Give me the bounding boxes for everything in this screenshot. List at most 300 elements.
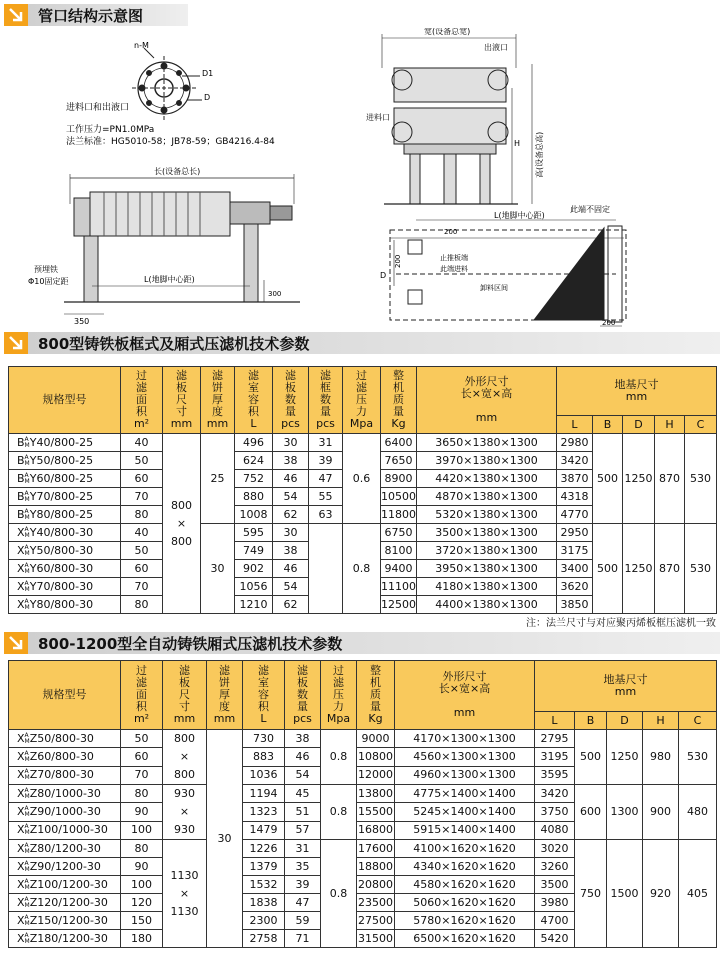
area-cell: 100 [121, 821, 163, 839]
pressure-cell: 0.8 [321, 730, 357, 785]
model-sub: M [24, 901, 30, 909]
plates-cell: 47 [285, 894, 321, 912]
flange-caption: 进料口和出液口 [66, 103, 130, 113]
weight-cell: 6400 [381, 434, 417, 452]
model-cell [9, 840, 121, 858]
dims-cell: 4170×1300×1300 [395, 730, 535, 748]
found-l-cell: 3595 [535, 766, 575, 784]
area-cell: 40 [121, 524, 163, 542]
weight-cell: 11100 [381, 578, 417, 596]
found-l-cell: 3980 [535, 894, 575, 912]
model-sub: M [24, 513, 30, 521]
section-header-structure [4, 4, 188, 26]
model-sup: A [24, 913, 29, 921]
weight-cell: 16800 [357, 821, 395, 839]
plan-l-label: L(地脚中心距) [494, 211, 545, 220]
area-cell: 60 [121, 748, 163, 766]
model-name: Y70/800-25 [29, 489, 94, 503]
table-row [9, 524, 717, 542]
area-cell: 120 [121, 894, 163, 912]
model-prefix: X [17, 731, 25, 745]
plates-cell: 30 [273, 524, 309, 542]
volume-cell: 1479 [243, 821, 285, 839]
front-view [382, 34, 532, 204]
model-sup: A [24, 561, 29, 569]
model-name: Y40/800-25 [29, 435, 94, 449]
weight-cell: 10500 [381, 488, 417, 506]
area-cell: 80 [121, 596, 163, 614]
model-sup: A [24, 453, 29, 461]
model-prefix: X [17, 561, 25, 575]
volume-cell: 1008 [235, 506, 273, 524]
unload-label: 卸料区间 [480, 284, 508, 292]
found-d-cell: 1500 [607, 840, 643, 948]
model-prefix: X [17, 877, 25, 891]
weight-cell: 15500 [357, 803, 395, 821]
model-prefix: B [17, 507, 25, 521]
found-h-cell: 920 [643, 840, 679, 948]
model-name: Z50/800-30 [29, 731, 94, 745]
found-l-cell: 3020 [535, 840, 575, 858]
model-cell [9, 452, 121, 470]
plates-cell: 39 [285, 876, 321, 894]
dims-cell: 6500×1620×1620 [395, 930, 535, 948]
found-l-cell: 2980 [557, 434, 593, 452]
model-name: Z180/1200-30 [29, 931, 108, 945]
model-sup: A [24, 597, 29, 605]
model-prefix: X [17, 804, 25, 818]
dim-300: 300 [268, 290, 282, 298]
area-cell: 80 [121, 785, 163, 803]
dims-cell: 4340×1620×1620 [395, 858, 535, 876]
area-cell: 100 [121, 876, 163, 894]
model-cell [9, 876, 121, 894]
weight-cell: 7650 [381, 452, 417, 470]
plates-cell: 54 [273, 488, 309, 506]
model-sub: M [24, 774, 30, 782]
model-sup: A [24, 731, 29, 739]
plate-size-cell-part: 930 [174, 787, 195, 800]
area-cell: 70 [121, 766, 163, 784]
model-name: Z60/800-30 [29, 749, 94, 763]
volume-cell: 1838 [243, 894, 285, 912]
plate-size-cell-part: × [179, 886, 190, 900]
model-sub: M [24, 847, 30, 855]
volume-cell: 1379 [243, 858, 285, 876]
plate-size-cell-part: × [179, 750, 190, 763]
height-label: 高(设备总高) [535, 131, 544, 178]
model-prefix: X [17, 768, 25, 782]
table-row [9, 785, 717, 803]
frames-cell: 31 [309, 434, 343, 452]
dims-cell: 4180×1380×1300 [417, 578, 557, 596]
volume-cell: 880 [235, 488, 273, 506]
plates-cell: 38 [273, 452, 309, 470]
dims-cell: 3500×1380×1300 [417, 524, 557, 542]
weight-cell: 20800 [357, 876, 395, 894]
flange-d-label: D [204, 93, 211, 102]
model-cell [9, 488, 121, 506]
found-c-cell: 405 [679, 840, 717, 948]
model-sub: M [24, 792, 30, 800]
plates-cell: 54 [285, 766, 321, 784]
frames-cell [309, 524, 343, 614]
model-name: Z120/1200-30 [29, 895, 108, 909]
model-prefix: X [17, 841, 25, 855]
model-name: Y40/800-30 [29, 525, 94, 539]
fixed-end-label: 此端不固定 [570, 205, 610, 214]
plan-d-label: D [380, 271, 387, 280]
volume-cell: 1226 [243, 840, 285, 858]
model-name: Y50/800-25 [29, 453, 94, 467]
area-cell: 180 [121, 930, 163, 948]
header-model: 规格型号 [9, 367, 121, 434]
frames-cell: 39 [309, 452, 343, 470]
found-c-cell: 480 [679, 785, 717, 840]
section-title: 800型铸铁板框式及厢式压滤机技术参数 [28, 332, 720, 354]
pressure-cell: 0.8 [343, 524, 381, 614]
found-l-cell: 3870 [557, 470, 593, 488]
model-cell [9, 766, 121, 784]
area-cell: 150 [121, 912, 163, 930]
model-name: Y50/800-30 [29, 543, 94, 557]
model-sup: A [24, 931, 29, 939]
found-d-cell: 1250 [607, 730, 643, 785]
area-cell: 50 [121, 452, 163, 470]
model-prefix: X [17, 931, 25, 945]
area-cell: 40 [121, 434, 163, 452]
plates-cell: 62 [273, 506, 309, 524]
weight-cell: 9000 [357, 730, 395, 748]
volume-cell: 902 [235, 560, 273, 578]
found-b-cell: 600 [575, 785, 607, 840]
model-sup: A [24, 471, 29, 479]
model-sub: M [24, 883, 30, 891]
model-cell [9, 930, 121, 948]
cake-cell: 30 [201, 524, 235, 614]
weight-cell: 31500 [357, 930, 395, 948]
dims-cell: 4960×1300×1300 [395, 766, 535, 784]
found-d-cell: 1250 [623, 524, 655, 614]
dims-cell: 5060×1620×1620 [395, 894, 535, 912]
model-cell [9, 894, 121, 912]
dims-cell: 4560×1300×1300 [395, 748, 535, 766]
model-sub: M [24, 585, 30, 593]
area-cell: 80 [121, 506, 163, 524]
dims-cell: 4100×1620×1620 [395, 840, 535, 858]
pressure-cell: 0.8 [321, 785, 357, 840]
volume-cell: 1056 [235, 578, 273, 596]
model-sub: M [24, 495, 30, 503]
model-sub: M [24, 549, 30, 557]
arrow-icon [4, 632, 28, 654]
model-sub: M [24, 603, 30, 611]
plates-cell: 59 [285, 912, 321, 930]
frames-cell: 55 [309, 488, 343, 506]
flange-d1-label: D1 [202, 69, 214, 78]
model-sup: A [24, 786, 29, 794]
model-sup: A [24, 489, 29, 497]
model-sup: A [24, 435, 29, 443]
standard-text: 法兰标准：HG5010-58；JB78-59；GB4216.4-84 [66, 137, 275, 147]
area-cell: 90 [121, 858, 163, 876]
model-cell [9, 858, 121, 876]
model-cell [9, 434, 121, 452]
plate-size-cell [163, 840, 207, 948]
found-l-cell: 4080 [535, 821, 575, 839]
frames-cell: 47 [309, 470, 343, 488]
volume-cell: 496 [235, 434, 273, 452]
plates-cell: 51 [285, 803, 321, 821]
model-cell [9, 785, 121, 803]
weight-cell: 11800 [381, 506, 417, 524]
plates-cell: 35 [285, 858, 321, 876]
plates-cell: 45 [285, 785, 321, 803]
model-prefix: B [17, 453, 25, 467]
plates-cell: 46 [273, 470, 309, 488]
plate-size-cell [163, 730, 207, 785]
model-prefix: X [17, 749, 25, 763]
model-sub: M [24, 531, 30, 539]
area-cell: 70 [121, 578, 163, 596]
volume-cell: 1036 [243, 766, 285, 784]
arrow-icon [4, 332, 28, 354]
flange-diagram [132, 48, 202, 120]
plate-size-cell [163, 785, 207, 840]
found-h-cell: 870 [655, 434, 685, 524]
found-h-cell: 870 [655, 524, 685, 614]
weight-cell: 12000 [357, 766, 395, 784]
spec-table-1200: 规格型号 过滤面积 m² 滤板尺寸 mm 滤饼厚度 mm 滤室容积 L 滤板数量 pcs 过滤压力 Mpa 整机质量 Kg 外形尺寸 长×宽×高 mm 地基尺寸 mm L B D H C X A M Z50/800-30 50 800 × 800 30 730 38 0.8 9000 4170×1300×1300 2795 500 1250 980 530 X A M Z60/800-30 60 883 46 10800 4560×1300×1300 3195 X A M Z70/800-30 70 1036 54 12000 4960×1300×1300 3595 X A M Z80/1000-30 80 930 × 930 1194 45 0.8 13800 4775×1400×1400 3420 600 1300 900 480 X A M Z90/1000-30 90 1323 51 15500 5245×1400×1400 3750 X A M Z100/1000-30 100 1479 57 16800 5915×1400×1400 4080 X A M Z80/1200-30 80 1130 × 1130 1226 31 0.8 17600 4100×1620×1620 3020 750 1500 920 405 X A M Z90/1200-30 90 1379 35 18800 4340×1620×1620 3260 X A M Z100/1200-30 100 1532 39 20800 4580×1620×1620 3500 X A M Z120/1200-30 120 1838 47 23500 5060×1620×1620 3980 X A M Z150/1200-30 150 2300 59 27500 5780×1620×1620 4700 X A M Z180/1200-30 180 2758 71 31500 6500×1620×1620 5420 [8, 660, 717, 948]
dims-cell: 3720×1380×1300 [417, 542, 557, 560]
model-name: Z150/1200-30 [29, 913, 108, 927]
model-prefix: B [17, 435, 25, 449]
found-l-cell: 3500 [535, 876, 575, 894]
model-cell [9, 470, 121, 488]
plate-size-cell-part: 1130 [170, 904, 199, 918]
push-end-label: 止推板端 [440, 254, 468, 262]
found-c-cell: 530 [679, 730, 717, 785]
model-cell [9, 596, 121, 614]
volume-cell: 1194 [243, 785, 285, 803]
found-l-cell: 4318 [557, 488, 593, 506]
found-l-cell: 3195 [535, 748, 575, 766]
dims-cell: 4400×1380×1300 [417, 596, 557, 614]
model-cell [9, 748, 121, 766]
found-b-cell: 750 [575, 840, 607, 948]
model-sub: M [24, 459, 30, 467]
plan-view [390, 220, 626, 326]
weight-cell: 17600 [357, 840, 395, 858]
found-l-cell: 5420 [535, 930, 575, 948]
table-row [9, 434, 717, 452]
model-name: Z90/1000-30 [29, 804, 101, 818]
model-sub: M [24, 810, 30, 818]
spec-table-800: 规格型号 过滤面积 m² 滤板尺寸 mm 滤饼厚度 mm 滤室容积 L 滤板数量 pcs 滤框数量 pcs 过滤压力 Mpa 整机质量 Kg 外形尺寸 长×宽×高 mm 地基尺寸 mm L B D H C B A M Y40/800-25 40 800 × 800 25 496 30 31 0.6 6400 3650×1380×1300 2980 500 1250 870 530 B A M Y50/800-25 50 624 38 39 7650 3970×1380×1300 3420 B A M Y60/800-25 60 752 46 47 8900 4420×1380×1300 3870 B A M Y70/800-25 70 880 54 55 10500 4870×1380×1300 4318 B A M Y80/800-25 80 1008 62 63 11800 5320×1380×1300 4770 X A M Y40/800-30 40 30 595 30 0.8 6750 3500×1380×1300 2950 500 1250 870 530 X A M Y50/800-30 50 749 38 8100 3720×1380×1300 3175 X A M Y60/800-30 60 902 46 9400 3950×1380×1300 3400 X A M Y70/800-30 70 1056 54 11100 4180×1380×1300 3620 X A M Y80/800-30 80 1210 62 12500 4400×1380×1300 3850 [8, 366, 717, 614]
model-sub: M [24, 477, 30, 485]
volume-cell: 749 [235, 542, 273, 560]
dims-cell: 5780×1620×1620 [395, 912, 535, 930]
area-cell: 90 [121, 803, 163, 821]
section-title: 管口结构示意图 [28, 4, 188, 26]
pressure-cell: 0.6 [343, 434, 381, 524]
dim-200a: 200 [444, 228, 458, 236]
dim-200b: 200 [394, 254, 402, 268]
found-d-cell: 1250 [623, 434, 655, 524]
cake-cell: 30 [207, 730, 243, 948]
volume-cell: 730 [243, 730, 285, 748]
model-cell [9, 803, 121, 821]
table-row [9, 730, 717, 748]
model-prefix: X [17, 786, 25, 800]
model-sup: A [24, 507, 29, 515]
area-cell: 60 [121, 560, 163, 578]
front-width-label: 宽(设备总宽) [424, 28, 471, 36]
model-prefix: X [17, 859, 25, 873]
table-note: 注：法兰尺寸与对应聚丙烯板框压滤机一致 [526, 618, 716, 629]
model-name: Y80/800-30 [29, 597, 94, 611]
area-cell: 60 [121, 470, 163, 488]
plate-size-cell-part: 800 [174, 768, 195, 781]
model-sup: A [24, 823, 29, 831]
plate-size-cell-part: 800 [171, 534, 192, 548]
volume-cell: 2300 [243, 912, 285, 930]
model-name: Y60/800-30 [29, 561, 94, 575]
arrow-icon [4, 4, 28, 26]
found-l-cell: 2795 [535, 730, 575, 748]
outlet-label: 出液口 [484, 43, 508, 52]
found-l-cell: 3750 [535, 803, 575, 821]
model-sup: A [24, 749, 29, 757]
volume-cell: 1210 [235, 596, 273, 614]
side-view [64, 174, 300, 314]
found-l-cell: 3620 [557, 578, 593, 596]
model-prefix: X [17, 913, 25, 927]
found-h-cell: 900 [643, 785, 679, 840]
plate-size-cell-part: 800 [174, 732, 195, 745]
dims-cell: 4775×1400×1400 [395, 785, 535, 803]
model-cell [9, 578, 121, 596]
model-name: Z70/800-30 [29, 768, 94, 782]
pre-embed-label: 预埋铁 [34, 265, 58, 274]
model-sub: M [24, 919, 30, 927]
structure-diagram [4, 28, 720, 328]
model-name: Z100/1000-30 [29, 823, 108, 837]
inlet-label: 进料口 [366, 113, 390, 122]
found-l-cell: 3420 [557, 452, 593, 470]
found-b-cell: 500 [593, 524, 623, 614]
plates-cell: 71 [285, 930, 321, 948]
weight-cell: 23500 [357, 894, 395, 912]
model-sup: A [24, 841, 29, 849]
dims-cell: 4420×1380×1300 [417, 470, 557, 488]
model-sub: M [24, 755, 30, 763]
model-cell [9, 560, 121, 578]
volume-cell: 595 [235, 524, 273, 542]
weight-cell: 13800 [357, 785, 395, 803]
model-name: Z80/1200-30 [29, 841, 101, 855]
found-l-cell: 4770 [557, 506, 593, 524]
plate-size-cell-part: × [179, 805, 190, 818]
model-cell [9, 524, 121, 542]
model-prefix: X [17, 895, 25, 909]
volume-cell: 1532 [243, 876, 285, 894]
model-sup: A [24, 579, 29, 587]
model-sub: M [24, 937, 30, 945]
plate-size-cell-part: 800 [171, 498, 192, 512]
side-length-label: 长(设备总长) [154, 167, 201, 176]
table-row [9, 840, 717, 858]
model-sub: M [24, 567, 30, 575]
model-sup: A [24, 859, 29, 867]
found-l-cell: 3260 [535, 858, 575, 876]
volume-cell: 883 [243, 748, 285, 766]
plates-cell: 54 [273, 578, 309, 596]
model-sup: A [24, 804, 29, 812]
model-sup: A [24, 543, 29, 551]
weight-cell: 12500 [381, 596, 417, 614]
model-cell [9, 912, 121, 930]
model-prefix: X [17, 579, 25, 593]
weight-cell: 8900 [381, 470, 417, 488]
side-l-label: L(地脚中心距) [144, 275, 195, 284]
plates-cell: 38 [285, 730, 321, 748]
plates-cell: 62 [273, 596, 309, 614]
plate-size-cell-part: 1130 [170, 868, 199, 882]
dims-cell: 5915×1400×1400 [395, 821, 535, 839]
dims-cell: 5320×1380×1300 [417, 506, 557, 524]
weight-cell: 9400 [381, 560, 417, 578]
section-header-800-1200 [4, 632, 720, 654]
found-c-cell: 530 [685, 434, 717, 524]
anchor-label: Φ10固定距 [28, 277, 69, 286]
plates-cell: 30 [273, 434, 309, 452]
plate-size-cell [163, 434, 201, 614]
model-name: Y60/800-25 [29, 471, 94, 485]
dims-cell: 5245×1400×1400 [395, 803, 535, 821]
model-sup: A [24, 525, 29, 533]
cake-cell: 25 [201, 434, 235, 524]
model-prefix: B [17, 471, 25, 485]
model-prefix: B [17, 489, 25, 503]
weight-cell: 27500 [357, 912, 395, 930]
volume-cell: 2758 [243, 930, 285, 948]
frames-cell: 63 [309, 506, 343, 524]
model-prefix: X [17, 823, 25, 837]
area-cell: 50 [121, 730, 163, 748]
dims-cell: 4580×1620×1620 [395, 876, 535, 894]
plate-size-cell-part: × [176, 516, 187, 530]
flange-n-label: n-M [134, 41, 149, 50]
model-sub: M [24, 829, 30, 837]
found-b-cell: 500 [593, 434, 623, 524]
area-cell: 70 [121, 488, 163, 506]
volume-cell: 624 [235, 452, 273, 470]
section-title: 800-1200型全自动铸铁厢式压滤机技术参数 [28, 632, 720, 654]
model-prefix: X [17, 597, 25, 611]
model-prefix: X [17, 543, 25, 557]
model-sup: A [24, 895, 29, 903]
area-cell: 80 [121, 840, 163, 858]
found-l-cell: 3175 [557, 542, 593, 560]
section-header-800 [4, 332, 720, 354]
plates-cell: 31 [285, 840, 321, 858]
dim-200c: 200 [602, 319, 616, 327]
dims-cell: 3950×1380×1300 [417, 560, 557, 578]
model-cell [9, 506, 121, 524]
weight-cell: 8100 [381, 542, 417, 560]
model-cell [9, 730, 121, 748]
